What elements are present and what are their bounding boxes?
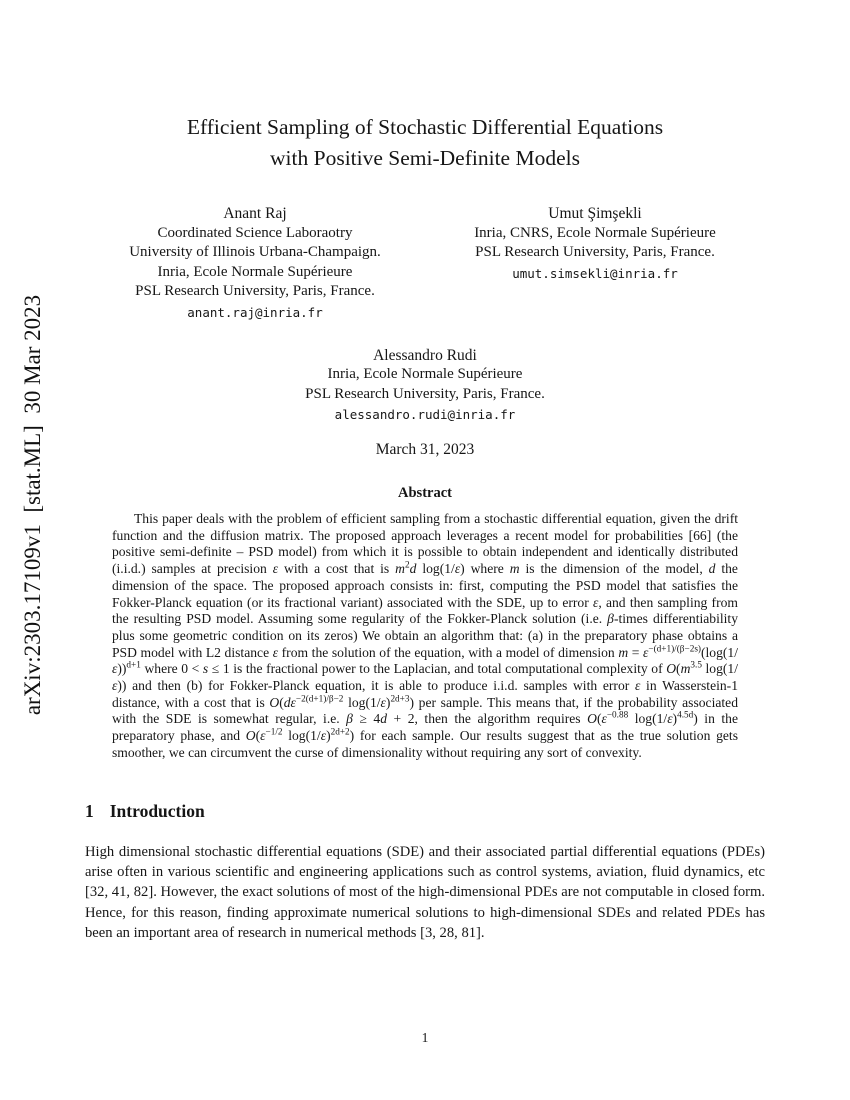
- author-email: anant.raj@inria.fr: [187, 304, 323, 320]
- author-name: Umut Şimşekli: [548, 205, 642, 222]
- paper-date: March 31, 2023: [375, 441, 475, 458]
- author-affiliation: Inria, Ecole Normale Supérieure: [157, 263, 353, 280]
- paper-title-line-1: Efficient Sampling of Stochastic Differential Equations: [186, 115, 664, 139]
- section-heading-introduction: [85, 800, 765, 822]
- authors-row-bottom: [85, 346, 765, 425]
- author-name: Anant Raj: [223, 205, 287, 222]
- author-email: umut.simsekli@inria.fr: [512, 265, 678, 281]
- introduction-paragraph: High dimensional stochastic differential equations (SDE) and their associated partial differential equations (PDEs) arise often in various scientific and engineering applications such as control systems, aviation, fluid dynamics, etc [32, 41, 82]. However, the exact solutions of most of the high-dimensional PDEs are not computable in closed form. Hence, for this reason, finding approximate numerical solutions to high-dimensional SDEs and related PDEs has been an important area of research in numerical methods [3, 28, 81].: [85, 843, 765, 942]
- author-block-umut-simsekli: [425, 204, 765, 322]
- author-block-alessandro-rudi: [305, 346, 545, 425]
- author-name: Alessandro Rudi: [373, 346, 477, 364]
- paper-title-line-2: with Positive Semi-Definite Models: [270, 146, 580, 170]
- section-number: 1: [85, 800, 94, 821]
- author-affiliation: PSL Research University, Paris, France.: [305, 385, 545, 402]
- abstract-body: This paper deals with the problem of efficient sampling from a stochastic differential equation, given the drift function and the diffusion matrix. The proposed approach leverages a recent model for probabilities [66] (the positive semi-definite – PSD model) from which it is possible to obtain independent and identically distributed (i.i.d.) samples at precision ε with a cost that is $m^2d$ log(1/ε) where m is the dimension of the model, d the dimension of the space. The proposed approach consists in: first, computing the PSD model that satisfies the Fokker-Planck equation (or its fractional variant) associated with the SDE, up to error ε, and then sampling from the resulting PSD model. Assuming some regularity of the Fokker-Planck solution (i.e. β-times differentiability plus some geometric condition on its zeros) We obtain an algorithm that: (a) in the preparatory phase obtains a PSD model with L2 distance ε from the solution of the equation, with a model of dimension $m = \varepsilon^{-(d+1)/(\beta-2s)}(\log(1/\varepsilon))^{d+1}$ where 0 < s ≤ 1 is the fractional power to the Laplacian, and total computational complexity of $O(m^{3.5}$ log(1/ε)) and then (b) for Fokker-Planck equation, it is able to produce i.i.d. samples with error ε in Wasserstein-1 distance, with a cost that is $O(d\varepsilon^{-2(d+1)/\beta-2}$ $\log(1/\varepsilon)^{2d+3}$) per sample. This means that, if the probability associated with the SDE is somewhat regular, i.e. β ≥ 4d + 2, then the algorithm requires $O(\varepsilon^{-0.88}$ $\log(1/\varepsilon)^{4.5d}$) in the preparatory phase, and $O(\varepsilon^{-1/2}$ $\log(1/\varepsilon)^{2d+2}$) for each sample. Our results suggest that as the true solution gets smoother, we can circumvent the curse of dimensionality without requiring any sort of convexity.: [112, 511, 739, 760]
- author-email: alessandro.rudi@inria.fr: [334, 407, 516, 422]
- author-affiliation: Inria, CNRS, Ecole Normale Supérieure: [474, 224, 716, 241]
- author-affiliation: PSL Research University, Paris, France.: [135, 283, 375, 299]
- section-title: Introduction: [109, 800, 205, 821]
- abstract-heading: Abstract: [398, 485, 452, 501]
- author-affiliation: PSL Research University, Paris, France.: [475, 244, 715, 260]
- author-affiliation: Coordinated Science Laboraotry: [157, 224, 353, 241]
- authors-row-top: [85, 204, 765, 322]
- author-affiliation: Inria, Ecole Normale Supérieure: [327, 366, 523, 382]
- paper-title: [0, 0, 850, 174]
- author-block-anant-raj: [85, 204, 425, 322]
- arxiv-sidebar-stamp: arXiv:2303.17109v1 [stat.ML] 30 Mar 2023: [20, 294, 45, 716]
- author-affiliation: University of Illinois Urbana-Champaign.: [129, 244, 381, 260]
- page-number: 1: [421, 1030, 429, 1045]
